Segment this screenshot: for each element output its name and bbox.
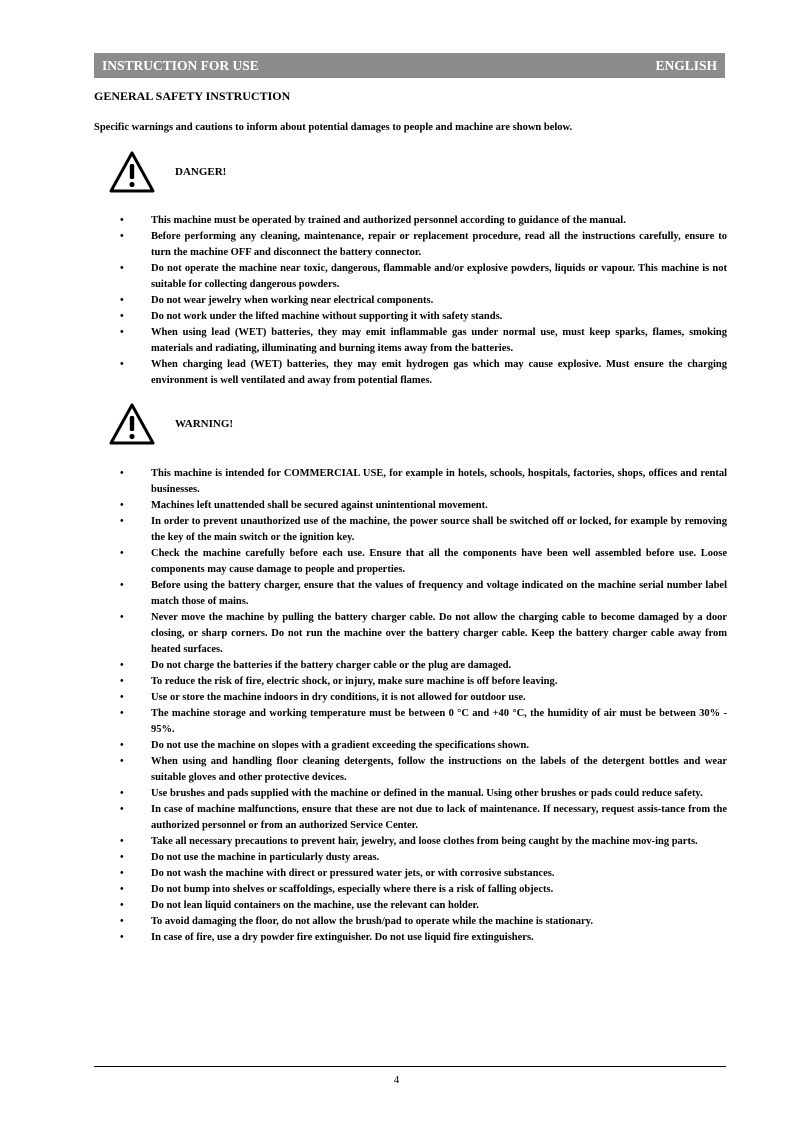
list-item-text: Do not operate the machine near toxic, dangerous, flammable and/or explosive powders, liquids or vapour. This machine is not suitable for collecting dangerous powders. [151,263,727,290]
list-item-text: Do not wash the machine with direct or pressured water jets, or with corrosive substances. [151,868,555,879]
bullet: • [120,548,124,559]
list-item [0,498,727,514]
bullet: • [120,676,124,687]
list-item-text: The machine storage and working temperature must be between 0 °C and +40 °C, the humidity of air must be between 30% - 95%. [151,708,727,735]
danger-heading [108,150,308,200]
bullet: • [120,756,124,767]
list-item [0,658,727,674]
list-item [0,357,727,389]
list-item-text: In case of machine malfunctions, ensure that these are not due to lack of maintenance. If necessary, request assis-tance from the authorized personnel or from an authorized Service Center. [151,804,727,831]
list-item [0,898,727,914]
list-item [0,261,727,293]
list-item [0,754,727,786]
list-item-text: When using lead (WET) batteries, they may emit inflammable gas under normal use, must keep sparks, flames, smoking materials and radiating, illuminating and burning items away from the batteries. [151,327,727,354]
bullet: • [120,612,124,623]
section-title: GENERAL SAFETY INSTRUCTION [94,89,291,103]
list-item-text: Do not use the machine in particularly dusty areas. [151,852,380,863]
list-item-text: In case of fire, use a dry powder fire extinguisher. Do not use liquid fire extinguishers. [151,932,534,943]
bullet: • [120,327,124,338]
list-item-text: Do not charge the batteries if the battery charger cable or the plug are damaged. [151,660,512,671]
list-item [0,914,727,930]
bullet: • [120,836,124,847]
warning-heading [108,402,308,452]
bullet: • [120,231,124,242]
header-title: INSTRUCTION FOR USE [102,58,259,73]
footer-divider [94,1066,726,1067]
bullet: • [120,263,124,274]
list-item-text: This machine is intended for COMMERCIAL USE, for example in hotels, schools, hospitals, factories, shops, offices and rental businesses. [151,468,727,495]
list-item-text: Before performing any cleaning, maintenance, repair or replacement procedure, read all the instructions carefully, ensure to turn the machine OFF and disconnect the battery connector. [151,231,727,258]
header-bar [94,53,725,78]
list-item [0,850,727,866]
list-item-text: Never move the machine by pulling the battery charger cable. Do not allow the charging cable to become damaged by a door closing, or sharp corners. Do not run the machine over the battery charger cable. Keep the battery charger cable away from heated surfaces. [151,612,727,655]
list-item [0,514,727,546]
danger-label: DANGER! [175,166,227,178]
bullet: • [120,868,124,879]
bullet: • [120,295,124,306]
list-item-text: This machine must be operated by trained and authorized personnel according to guidance of the manual. [151,215,626,226]
list-item-text: To reduce the risk of fire, electric shock, or injury, make sure machine is off before leaving. [151,676,558,687]
bullet: • [120,359,124,370]
list-item-text: When charging lead (WET) batteries, they may emit hydrogen gas which may cause explosive. Must ensure the charging environment is well ventilated and away from potential flames. [151,359,727,386]
bullet: • [120,708,124,719]
list-item-text: Machines left unattended shall be secured against unintentional movement. [151,500,488,511]
bullet: • [120,900,124,911]
list-item [0,786,727,802]
warning-triangle-icon [108,402,156,446]
list-item [0,229,727,261]
bullet: • [120,884,124,895]
list-item [0,293,727,309]
list-item-text: Do not use the machine on slopes with a gradient exceeding the specifications shown. [151,740,530,751]
bullet: • [120,788,124,799]
bullet: • [120,932,124,943]
bullet: • [120,740,124,751]
page-number: 4 [393,1074,400,1086]
list-item-text: Check the machine carefully before each use. Ensure that all the components have been well assembled before use. Loose components may cause damage to people and properties. [151,548,727,575]
list-item-text: Use or store the machine indoors in dry conditions, it is not allowed for outdoor use. [151,692,526,703]
list-item [0,213,727,229]
bullet: • [120,692,124,703]
bullet: • [120,311,124,322]
list-item [0,546,727,578]
header-language: ENGLISH [655,58,717,73]
bullet: • [120,660,124,671]
list-item-text: Do not lean liquid containers on the machine, use the relevant can holder. [151,900,479,911]
list-item-text: Do not wear jewelry when working near electrical components. [151,295,434,306]
bullet: • [120,580,124,591]
bullet: • [120,852,124,863]
bullet: • [120,516,124,527]
list-item [0,325,727,357]
list-item [0,930,727,946]
bullet: • [120,215,124,226]
warning-triangle-icon [108,150,156,194]
list-item [0,578,727,610]
bullet: • [120,804,124,815]
list-item [0,706,727,738]
list-item [0,802,727,834]
list-item-text: Use brushes and pads supplied with the machine or defined in the manual. Using other brushes or pads could reduce safety. [151,788,703,799]
list-item-text: In order to prevent unauthorized use of the machine, the power source shall be switched off or locked, for example by removing the key of the main switch or the ignition key. [151,516,727,543]
list-item [0,834,727,850]
bullet: • [120,468,124,479]
intro-text: Specific warnings and cautions to inform about potential damages to people and machine are shown below. [94,122,573,133]
danger-list [0,213,793,389]
warning-list [0,466,793,946]
list-item-text: Do not work under the lifted machine without supporting it with safety stands. [151,311,503,322]
list-item [0,309,727,325]
list-item-text: Before using the battery charger, ensure that the values of frequency and voltage indicated on the machine serial number label match those of mains. [151,580,727,607]
list-item-text: Take all necessary precautions to prevent hair, jewelry, and loose clothes from being caught by the machine mov-ing parts. [151,836,698,847]
list-item [0,690,727,706]
list-item [0,882,727,898]
list-item [0,866,727,882]
list-item [0,610,727,658]
list-item [0,738,727,754]
bullet: • [120,500,124,511]
list-item-text: When using and handling floor cleaning detergents, follow the instructions on the labels of the detergent bottles and wear suitable gloves and other protective devices. [151,756,727,783]
list-item [0,466,727,498]
warning-label: WARNING! [175,418,234,430]
list-item-text: Do not bump into shelves or scaffoldings, especially where there is a risk of falling objects. [151,884,554,895]
list-item-text: To avoid damaging the floor, do not allow the brush/pad to operate while the machine is stationary. [151,916,594,927]
bullet: • [120,916,124,927]
list-item [0,674,727,690]
